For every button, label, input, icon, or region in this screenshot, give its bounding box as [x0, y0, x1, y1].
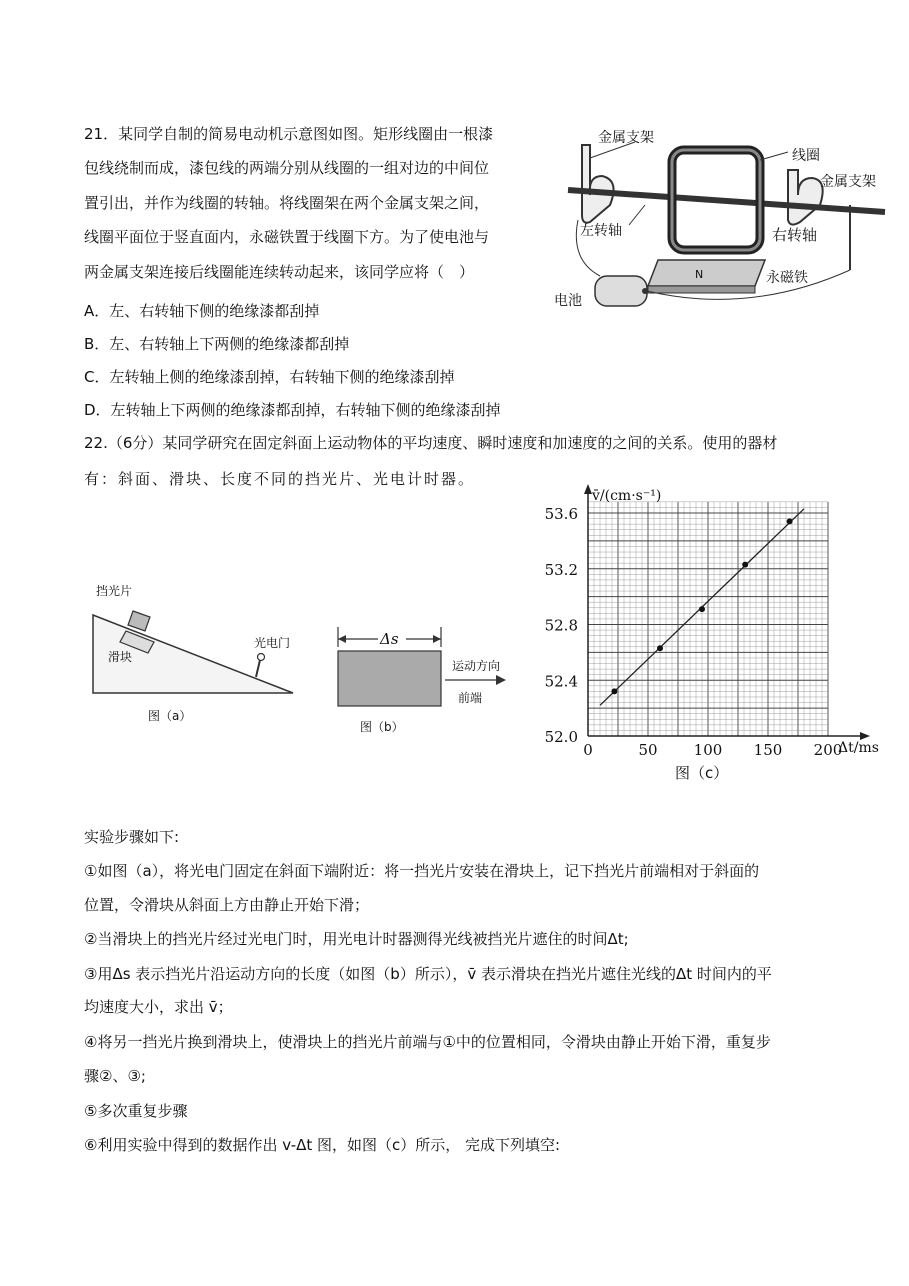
label-magnet: 永磁铁 — [766, 270, 808, 286]
axle — [568, 190, 885, 212]
step-line-3: ②当滑块上的挡光片经过光电门时，用光电计时器测得光线被挡光片遮住的时间Δt; — [84, 930, 629, 948]
caption-a: 图（a） — [148, 709, 192, 723]
direction-arrow-head — [496, 675, 506, 685]
y-tick-label: 52.4 — [544, 672, 578, 691]
shade-plate — [128, 611, 150, 631]
left-bracket — [582, 145, 614, 223]
caption-b: 图（b） — [360, 720, 404, 734]
q21-line-1: 21．某同学自制的简易电动机示意图如图。矩形线圈由一根漆 — [84, 125, 494, 143]
label-slider: 滑块 — [108, 650, 133, 664]
data-point — [657, 645, 663, 651]
label-metal-right: 金属支架 — [820, 174, 876, 190]
step-line-9: ⑥利用实验中得到的数据作出 v-Δt 图，如图（c）所示， 完成下列填空: — [84, 1136, 561, 1154]
y-tick-label: 53.6 — [544, 505, 578, 523]
figure-a — [88, 575, 303, 735]
y-tick-label: 53.2 — [544, 560, 578, 579]
x-tick-label: 0 — [583, 741, 593, 759]
label-metal-left: 金属支架 — [598, 130, 654, 146]
y-tick-label: 52.0 — [544, 728, 578, 746]
label-shade: 挡光片 — [96, 584, 133, 598]
step-line-4: ③用Δs 表示挡光片沿运动方向的长度（如图（b）所示），v̄ 表示滑块在挡光片遮住光线的Δt 时间内的平 — [84, 965, 772, 983]
motor-figure — [550, 110, 895, 325]
dim-arrow-right — [433, 635, 441, 643]
steps-title: 实验步骤如下: — [84, 828, 180, 846]
leader-coil — [760, 152, 788, 160]
x-tick-labels — [583, 741, 842, 759]
y-tick-label: 52.8 — [544, 616, 578, 635]
dim-arrow-left — [338, 635, 346, 643]
q21-option-b: B．左、右转轴上下两侧的绝缘漆都刮掉 — [84, 335, 350, 353]
shade-rect — [338, 651, 441, 706]
label-left-axle: 左转轴 — [580, 223, 622, 239]
x-axis-arrow — [860, 732, 870, 740]
label-front: 前端 — [458, 691, 483, 705]
label-gate: 光电门 — [254, 636, 291, 650]
data-point — [611, 688, 617, 694]
q21-line-4: 线圈平面位于竖直面内，永磁铁置于线圈下方。为了使电池与 — [84, 228, 490, 246]
chart-grid — [588, 502, 828, 736]
label-magnet-n: N — [695, 268, 704, 281]
x-axis-label: Δt/ms — [838, 740, 879, 756]
q21-option-a: A．左、右转轴下侧的绝缘漆都刮掉 — [84, 302, 320, 320]
step-line-1: ①如图（a），将光电门固定在斜面下端附近：将一挡光片安装在滑块上，记下挡光片前端相对于斜面的 — [84, 862, 760, 880]
figure-c-chart — [530, 478, 892, 788]
x-tick-label: 100 — [693, 741, 723, 759]
q22-intro-1: 22.（6分）某同学研究在固定斜面上运动物体的平均速度、瞬时速度和加速度的之间的关系。使用的器材 — [84, 434, 778, 452]
gate-head — [258, 654, 265, 661]
magnet-side — [648, 286, 755, 293]
label-coil: 线圈 — [792, 148, 820, 164]
y-axis-arrow — [584, 484, 592, 494]
q21-line-5: 两金属支架连接后线圈能连续转动起来，该同学应将（ ） — [84, 263, 475, 281]
label-delta-s: Δs — [380, 630, 399, 648]
q21-line-2: 包线绕制而成，漆包线的两端分别从线圈的一组对边的中间位 — [84, 159, 490, 177]
step-line-2: 位置，令滑块从斜面上方由静止开始下滑； — [84, 896, 370, 914]
magnet — [648, 260, 765, 286]
label-direction: 运动方向 — [452, 659, 501, 673]
q21-option-d: D．左转轴上下两侧的绝缘漆都刮掉，右转轴下侧的绝缘漆刮掉 — [84, 401, 501, 419]
q21-option-c: C．左转轴上侧的绝缘漆刮掉，右转轴下侧的绝缘漆刮掉 — [84, 368, 455, 386]
label-right-axle: 右转轴 — [772, 226, 818, 244]
data-point — [699, 606, 705, 612]
q21-line-3: 置引出，并作为线圈的转轴。将线圈架在两个金属支架之间， — [84, 194, 490, 212]
step-line-5: 均速度大小，求出 v̄； — [84, 998, 233, 1016]
step-line-7: 骤②、③; — [84, 1067, 146, 1085]
data-point — [742, 562, 748, 568]
caption-c: 图（c） — [675, 764, 729, 782]
data-point — [787, 518, 793, 524]
gate-post — [256, 660, 260, 677]
step-line-8: ⑤多次重复步骤 — [84, 1102, 188, 1120]
right-bracket — [788, 170, 823, 225]
q22-intro-2: 有：斜面、滑块、长度不同的挡光片、光电计时器。 — [84, 470, 476, 488]
y-axis-label: v̄/(cm·s⁻¹) — [592, 488, 662, 504]
label-battery: 电池 — [554, 293, 582, 309]
leader-left-axle — [629, 205, 645, 225]
battery — [595, 276, 647, 306]
x-tick-label: 200 — [813, 741, 843, 759]
x-tick-label: 150 — [753, 741, 783, 759]
y-tick-labels — [545, 505, 578, 746]
x-tick-label: 50 — [638, 741, 658, 759]
figure-b — [330, 625, 530, 740]
step-line-6: ④将另一挡光片换到滑块上，使滑块上的挡光片前端与①中的位置相同，令滑块由静止开始下滑，重复步 — [84, 1033, 771, 1051]
